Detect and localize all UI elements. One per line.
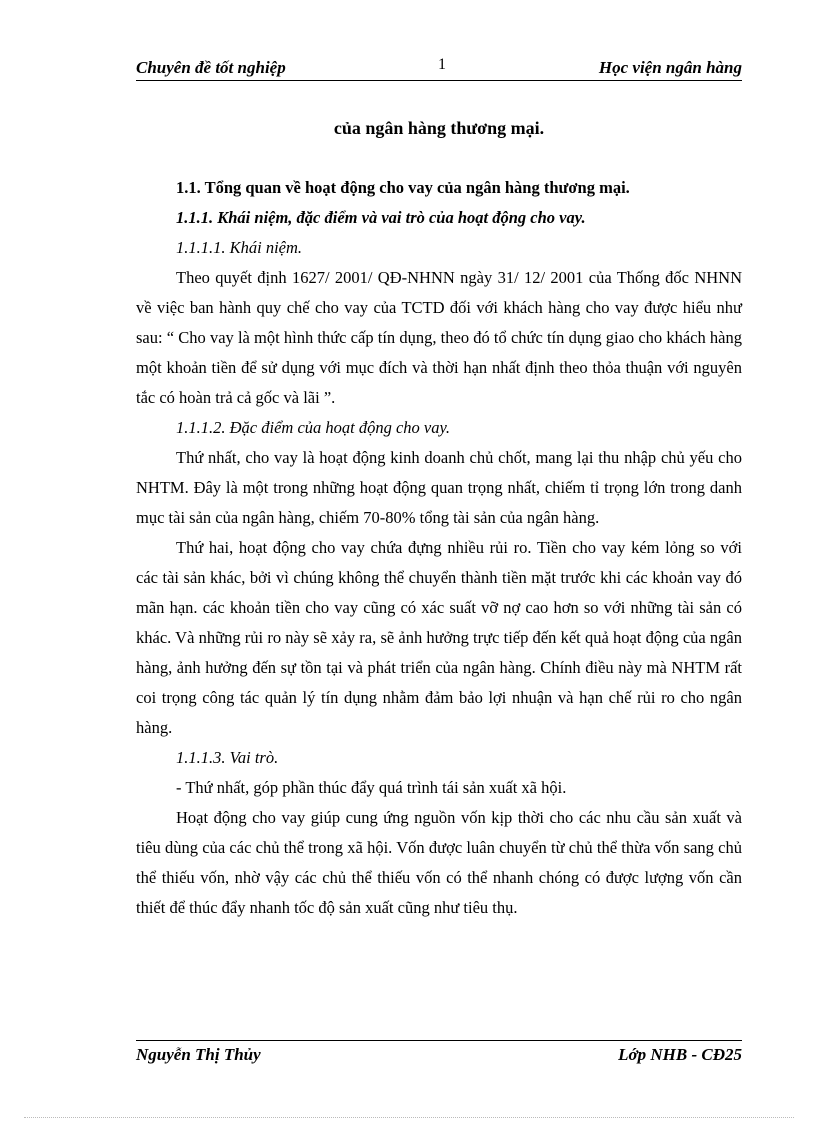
paragraph-definition: Theo quyết định 1627/ 2001/ QĐ-NHNN ngày 31/ 12/ 2001 của Thống đốc NHNN về việc ban hành quy chế cho vay của TCTD đối với khách hàng cho vay được hiểu như sau: “ Cho vay là một hình thức cấp tín dụng, theo đó tổ chức tín dụng giao cho khách hàng một khoản tiền để sử dụng với mục đích và thời hạn nhất định theo thỏa thuận với nguyên tắc có hoàn trả cả gốc và lãi ”. <box>136 268 742 407</box>
page-header <box>136 56 742 81</box>
footer-author: Nguyễn Thị Thủy <box>136 1045 261 1064</box>
section-heading-1-1-1-2: 1.1.1.2. Đặc điểm của hoạt động cho vay. <box>176 418 451 437</box>
document-body <box>136 113 742 923</box>
section-heading-1-1-1-3: 1.1.1.3. Vai trò. <box>176 748 279 767</box>
footer-class: Lớp NHB - CĐ25 <box>618 1045 742 1064</box>
paragraph-characteristic-1: Thứ nhất, cho vay là hoạt động kinh doanh chủ chốt, mang lại thu nhập chủ yếu cho NHTM. Đây là một trong những hoạt động quan trọng nhất, chiếm tỉ trọng lớn trong danh mục tài sản của ngân hàng, chiếm 70-80% tổng tài sản của ngân hàng. <box>136 448 742 527</box>
page-number: 1 <box>438 56 446 73</box>
page-bottom-edge <box>24 1117 794 1118</box>
bullet-role-1: - Thứ nhất, góp phần thúc đẩy quá trình tái sản xuất xã hội. <box>176 778 567 797</box>
header-thesis-type: Chuyên đề tốt nghiệp <box>136 58 286 77</box>
section-heading-1-1-1: 1.1.1. Khái niệm, đặc điểm và vai trò của hoạt động cho vay. <box>176 208 586 227</box>
paragraph-characteristic-2: Thứ hai, hoạt động cho vay chứa đựng nhiều rủi ro. Tiền cho vay kém lỏng so với các tài sản khác, bởi vì chúng không thể chuyển thành tiền mặt trước khi các khoản vay đó mãn hạn. các khoản tiền cho vay cũng có xác suất vỡ nợ cao hơn so với những tài sản có khác. Và những rủi ro này sẽ xảy ra, sẽ ảnh hưởng trực tiếp đến kết quả hoạt động của ngân hàng, ảnh hưởng đến sự tồn tại và phát triển của ngân hàng. Chính điều này mà NHTM rất coi trọng công tác quản lý tín dụng nhằm đảm bảo lợi nhuận và hạn chế rủi ro cho ngân hàng. <box>136 538 742 737</box>
page-footer <box>136 1040 742 1071</box>
paragraph-role-1: Hoạt động cho vay giúp cung ứng nguồn vốn kịp thời cho các nhu cầu sản xuất và tiêu dùng của các chủ thể trong xã hội. Vốn được luân chuyển từ chủ thể thừa vốn sang chủ thể thiếu vốn, nhờ vậy các chủ thể thiếu vốn có thể nhanh chóng có được lượng vốn cần thiết để thúc đẩy nhanh tốc độ sản xuất cũng như tiêu thụ. <box>136 808 742 917</box>
section-heading-1-1-1-1: 1.1.1.1. Khái niệm. <box>176 238 303 257</box>
header-institution: Học viện ngân hàng <box>598 58 742 77</box>
chapter-title-continuation: của ngân hàng thương mại. <box>333 118 545 138</box>
section-heading-1-1: 1.1. Tổng quan về hoạt động cho vay của ngân hàng thương mại. <box>176 178 630 197</box>
